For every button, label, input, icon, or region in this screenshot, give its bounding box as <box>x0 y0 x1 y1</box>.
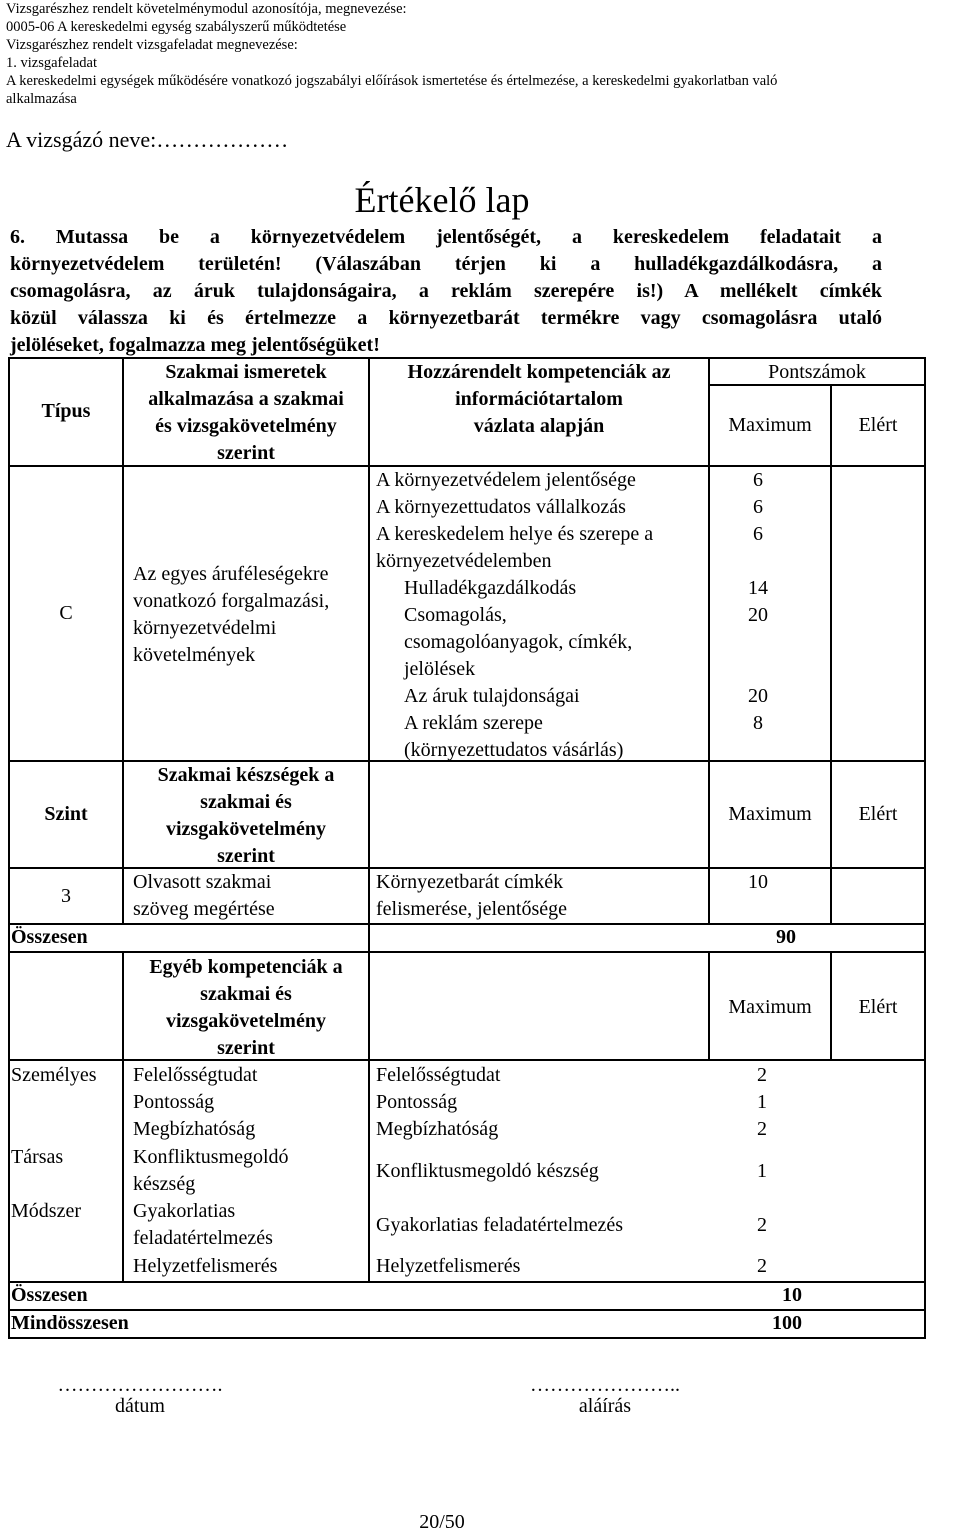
max-points: 20 <box>748 604 768 626</box>
skill-text: Olvasott szakmai <box>133 871 272 893</box>
signature-line: ………………….. <box>530 1374 680 1396</box>
col-header-knowledge: Szakmai ismeretek <box>165 361 327 383</box>
other-competences-header: Egyéb kompetenciák a <box>149 956 343 978</box>
page-number: 20/50 <box>419 1511 465 1533</box>
col-header-competence: információtartalom <box>455 388 623 410</box>
competence-item: környezetvédelemben <box>376 550 552 572</box>
date-line: ……………………. <box>57 1374 223 1396</box>
other-competences-header: vizsgakövetelmény <box>166 1010 326 1032</box>
competence-name: Felelősségtudat <box>133 1064 258 1086</box>
skill-competence: felismerése, jelentősége <box>376 898 568 920</box>
grand-total-label: Mindösszesen <box>11 1312 129 1334</box>
col-header-competence: vázlata alapján <box>473 415 605 437</box>
question-line: 6. Mutassa be a környezetvédelem jelentőségét, a kereskedelem feladatait a <box>10 226 882 248</box>
competence-item: A környezetvédelem jelentősége <box>376 469 636 491</box>
date-label: dátum <box>115 1395 165 1417</box>
competence-name: Konfliktusmegoldó <box>133 1146 289 1168</box>
competence-item: (környezettudatos vásárlás) <box>404 739 624 761</box>
subtotal-value: 90 <box>776 926 796 948</box>
competence-item: csomagolóanyagok, címkék, <box>404 631 633 653</box>
knowledge-text: környezetvédelmi <box>133 617 277 639</box>
competence-desc: Konfliktusmegoldó készség <box>376 1160 599 1182</box>
col-header-knowledge: szerint <box>217 442 275 464</box>
level-value: 3 <box>61 885 71 907</box>
col-header-achieved: Elért <box>858 996 898 1018</box>
module-name: 0005-06 A kereskedelmi egység szabályszerű működtetése <box>6 19 347 35</box>
competence-name: Helyzetfelismerés <box>133 1255 278 1277</box>
competence-item: A kereskedelem helye és szerepe a <box>376 523 654 545</box>
max-points: 1 <box>757 1091 767 1113</box>
skills-header: szakmai és <box>200 791 292 813</box>
knowledge-text: Az egyes áruféleségekre <box>133 563 329 585</box>
page-title: Értékelő lap <box>354 180 530 220</box>
skill-text: szöveg megértése <box>133 898 275 920</box>
competence-item: Hulladékgazdálkodás <box>404 577 577 599</box>
competence-desc: Megbízhatóság <box>376 1118 499 1140</box>
subtotal-label: Összesen <box>11 1284 88 1306</box>
type-value: C <box>59 602 73 624</box>
other-competences-header: szakmai és <box>200 983 292 1005</box>
max-points: 2 <box>757 1064 767 1086</box>
module-label: Vizsgarészhez rendelt követelménymodul azonosítója, megnevezése: <box>6 1 407 17</box>
max-points: 2 <box>757 1118 767 1140</box>
col-header-competence: Hozzárendelt kompetenciák az <box>407 361 671 383</box>
col-header-max: Maximum <box>728 414 812 436</box>
task-label: Vizsgarészhez rendelt vizsgafeladat megnevezése: <box>6 37 298 53</box>
max-points: 20 <box>748 685 768 707</box>
task-number: 1. vizsgafeladat <box>6 55 97 71</box>
competence-item: A környezettudatos vállalkozás <box>376 496 626 518</box>
grand-total-value: 100 <box>772 1312 802 1334</box>
col-header-type: Típus <box>41 400 91 422</box>
skills-header: szerint <box>217 845 275 867</box>
competence-name: Megbízhatóság <box>133 1118 256 1140</box>
knowledge-text: vonatkozó forgalmazási, <box>133 590 330 612</box>
col-header-achieved: Elért <box>858 414 898 436</box>
signature-label: aláírás <box>578 1395 632 1417</box>
question-line: közül válassza ki és értelmezze a környezetbarát termékre vagy csomagolásra utaló <box>10 307 882 329</box>
question-line: csomagolásra, az áruk tulajdonságaira, a reklám szerepére is!) A mellékelt címkék <box>10 280 882 302</box>
skills-header: Szakmai készségek a <box>157 764 335 786</box>
competence-name: készség <box>133 1173 196 1195</box>
question-line: környezetvédelem területén! (Válaszában térjen ki a hulladékgazdálkodásra, a <box>10 253 882 275</box>
level-label: Szint <box>44 803 88 825</box>
subtotal-label: Összesen <box>11 926 88 948</box>
competence-item: Csomagolás, <box>404 604 507 626</box>
max-points: 6 <box>753 523 763 545</box>
competence-name: Gyakorlatias <box>133 1200 236 1222</box>
competence-item: Az áruk tulajdonságai <box>404 685 580 707</box>
max-points: 2 <box>757 1255 767 1277</box>
max-points: 1 <box>757 1160 767 1182</box>
competence-category: Személyes <box>11 1064 97 1086</box>
max-points: 6 <box>753 469 763 491</box>
max-points: 10 <box>748 871 768 893</box>
competence-desc: Pontosság <box>376 1091 458 1113</box>
competence-desc: Felelősségtudat <box>376 1064 501 1086</box>
question-text <box>10 224 882 359</box>
max-points: 14 <box>748 577 768 599</box>
examinee-name: A vizsgázó neve:……………… <box>6 127 289 152</box>
skill-competence: Környezetbarát címkék <box>376 871 564 893</box>
competence-item: A reklám szerepe <box>404 712 543 734</box>
col-header-knowledge: és vizsgakövetelmény <box>155 415 337 437</box>
col-header-knowledge: alkalmazása a szakmai <box>148 388 344 410</box>
col-header-achieved: Elért <box>858 803 898 825</box>
col-header-points: Pontszámok <box>768 361 866 383</box>
max-points: 6 <box>753 496 763 518</box>
max-points: 2 <box>757 1214 767 1236</box>
question-line: jelöléseket, fogalmazza meg jelentőségüket! <box>10 334 380 356</box>
knowledge-text: követelmények <box>133 644 256 666</box>
competence-name: feladatértelmezés <box>133 1227 273 1249</box>
task-description-cont: alkalmazása <box>6 91 77 107</box>
max-points: 8 <box>753 712 763 734</box>
competence-item: jelölések <box>404 658 476 680</box>
competence-name: Pontosság <box>133 1091 215 1113</box>
competence-category: Módszer <box>11 1200 81 1222</box>
competence-desc: Helyzetfelismerés <box>376 1255 521 1277</box>
subtotal-value: 10 <box>782 1284 802 1306</box>
other-competences-header: szerint <box>217 1037 275 1059</box>
col-header-max: Maximum <box>728 996 812 1018</box>
competence-category: Társas <box>11 1146 64 1168</box>
task-description: A kereskedelmi egységek működésére vonatkozó jogszabályi előírások ismertetése és értelmezése, a kereskedelmi gyakorlatban való <box>6 73 778 89</box>
competence-desc: Gyakorlatias feladatértelmezés <box>376 1214 624 1236</box>
skills-header: vizsgakövetelmény <box>166 818 326 840</box>
col-header-max: Maximum <box>728 803 812 825</box>
